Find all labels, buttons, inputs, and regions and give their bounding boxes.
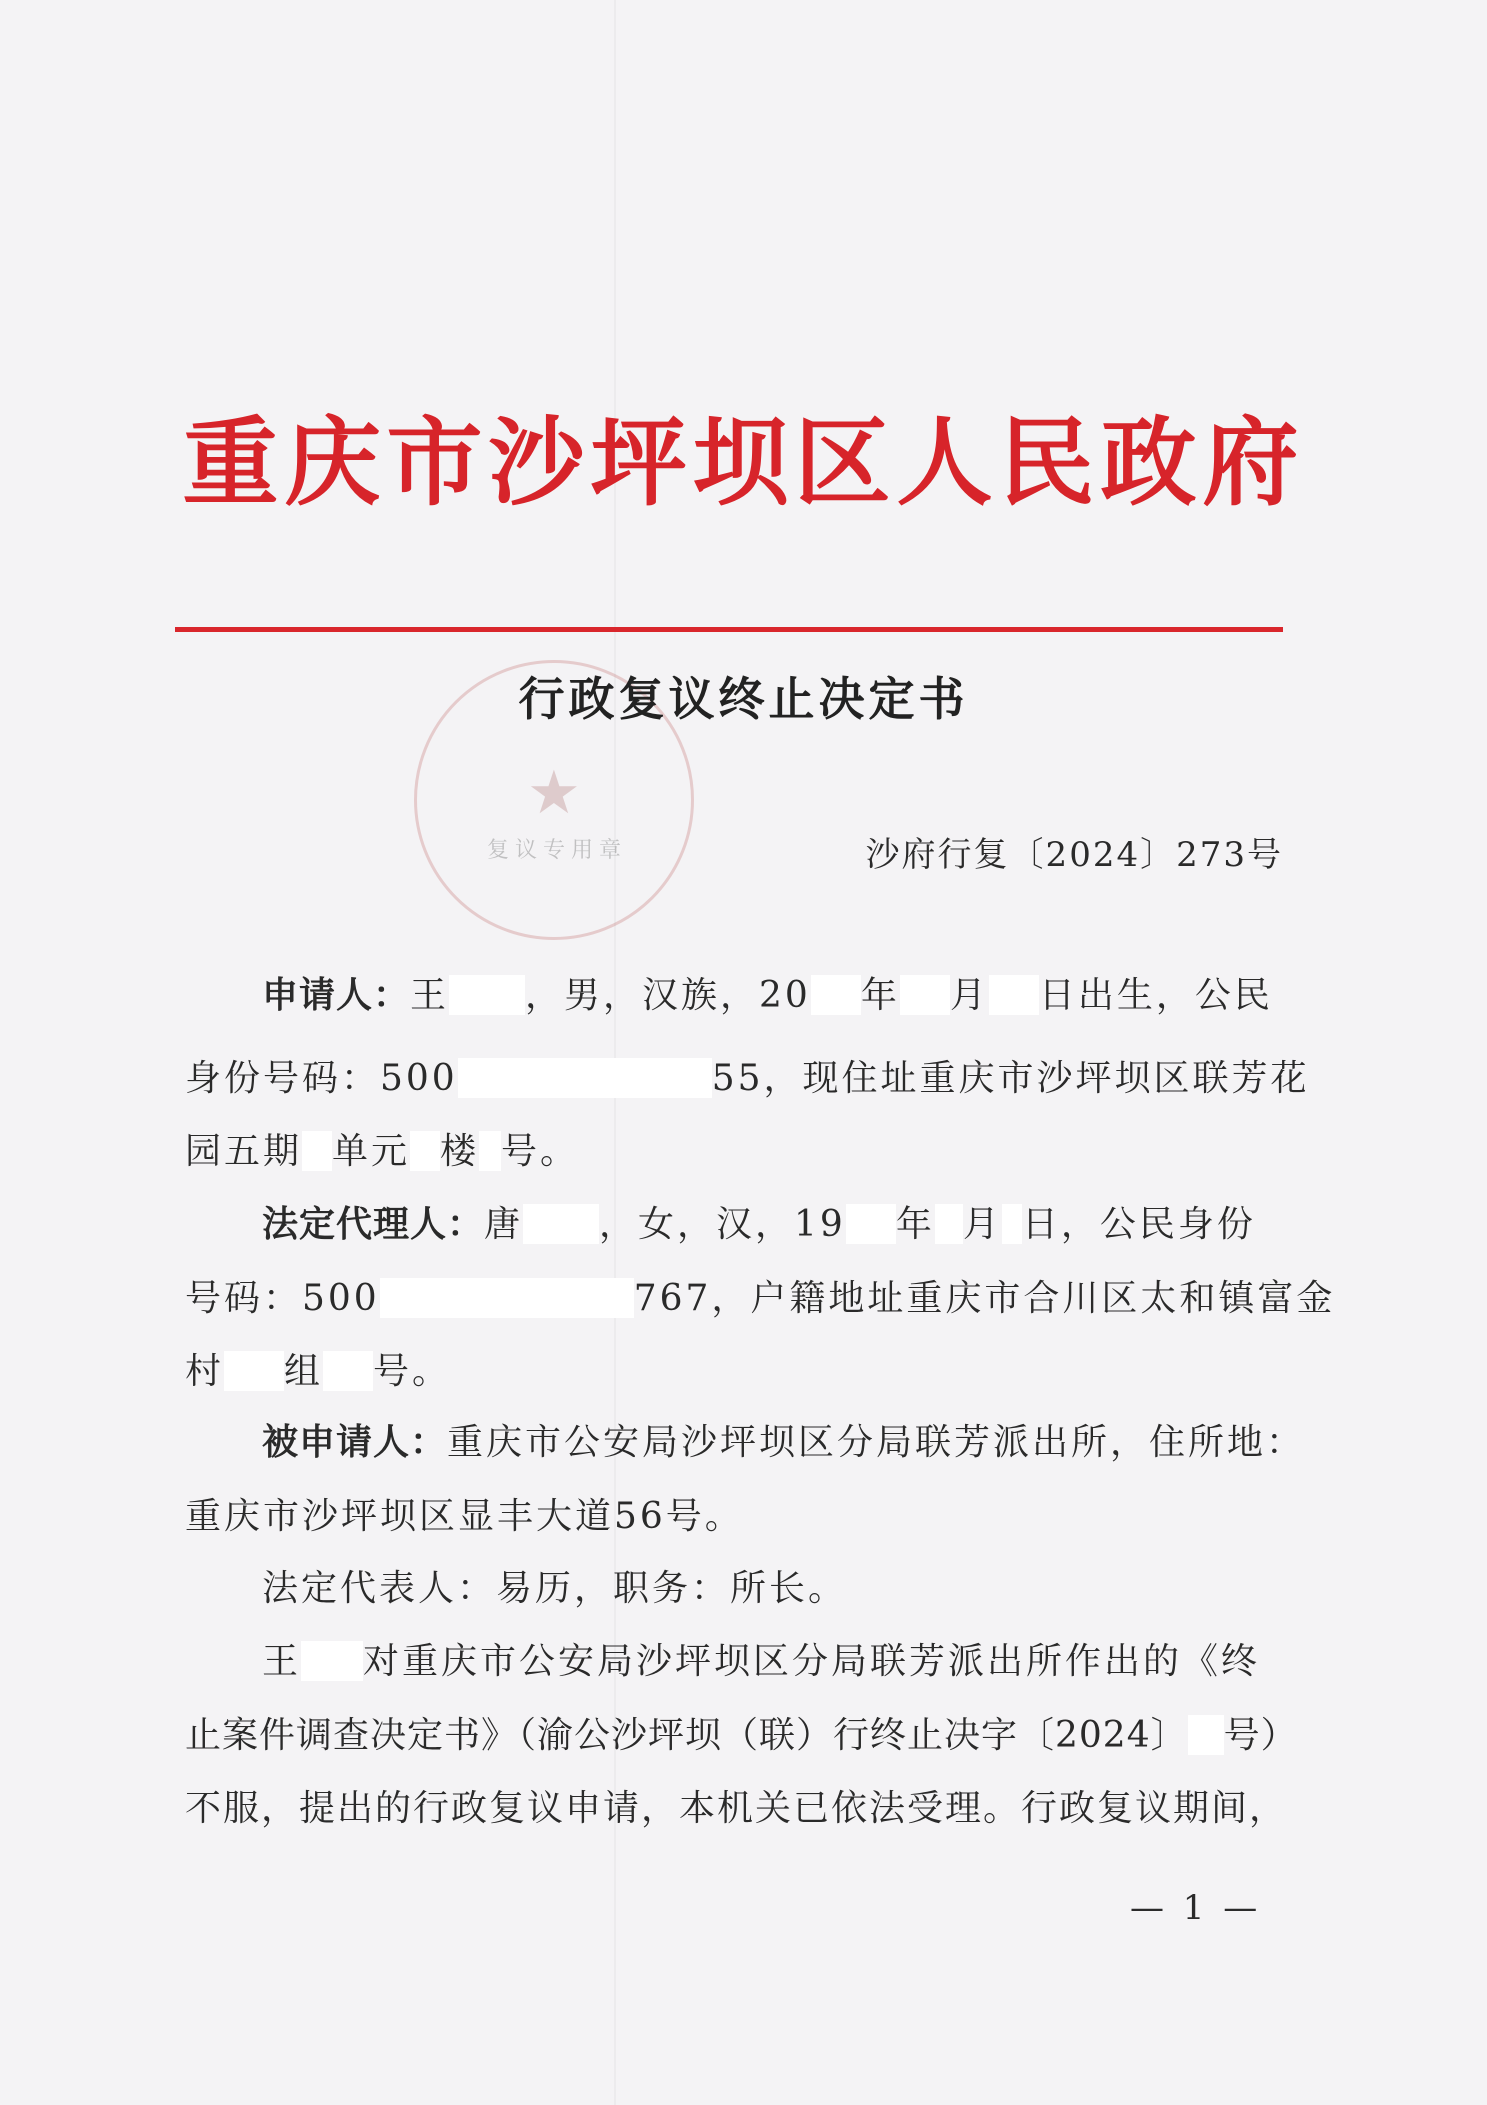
applicant-label: 申请人：	[262, 975, 411, 1016]
redaction-box	[846, 1204, 896, 1244]
redaction-box	[224, 1351, 284, 1391]
redaction-box	[935, 1204, 963, 1244]
redaction-box	[410, 1131, 440, 1171]
government-name-header: 重庆市沙坪坝区人民政府	[182, 406, 1305, 519]
guardian-line-2: 号码：500 767，户籍地址重庆市合川区太和镇富金	[185, 1278, 1336, 1319]
body-line-3: 不服，提出的行政复议申请，本机关已依法受理。行政复议期间，	[185, 1788, 1288, 1829]
respondent-label: 被申请人：	[262, 1422, 448, 1463]
redaction-box	[989, 975, 1039, 1015]
guardian-line-3: 村 组 号。	[185, 1351, 452, 1392]
document-number: 沙府行复〔2024〕273号	[865, 835, 1283, 875]
guardian-line-1: 法定代理人：唐 ，女，汉，19 年 月 日，公民身份	[262, 1204, 1256, 1245]
respondent-line-1: 被申请人：重庆市公安局沙坪坝区分局联芳派出所，住所地：	[262, 1422, 1306, 1463]
redaction-box	[449, 975, 525, 1015]
redaction-box	[900, 975, 950, 1015]
applicant-line-2: 身份号码：500 55，现住址重庆市沙坪坝区联芳花	[185, 1058, 1310, 1099]
redaction-box	[479, 1131, 501, 1171]
redaction-box	[380, 1278, 634, 1318]
redaction-box	[302, 1131, 332, 1171]
page-number: — 1 —	[1130, 1888, 1262, 1928]
legal-representative-line: 法定代表人：易历，职务：所长。	[262, 1568, 848, 1609]
redaction-box	[523, 1204, 599, 1244]
document-title: 行政复议终止决定书	[518, 672, 969, 726]
redaction-box	[811, 975, 861, 1015]
seal-text: 复议专用章	[486, 838, 627, 863]
guardian-label: 法定代理人：	[262, 1204, 485, 1245]
applicant-line-1: 申请人：王 ，男，汉族，20 年 月 日出生，公民	[262, 975, 1273, 1016]
body-line-2: 止案件调查决定书》（渝公沙坪坝（联）行终止决字〔2024〕 号）	[185, 1715, 1298, 1756]
body-line-1: 王 对重庆市公安局沙坪坝区分局联芳派出所作出的《终	[262, 1641, 1261, 1682]
applicant-line-3: 园五期 单元 楼 号。	[185, 1131, 580, 1172]
redaction-box	[1188, 1715, 1224, 1755]
red-divider-line	[175, 627, 1283, 632]
redaction-box	[1002, 1204, 1022, 1244]
seal-star-icon: ★	[527, 758, 581, 828]
respondent-line-2: 重庆市沙坪坝区显丰大道56号。	[185, 1496, 744, 1537]
redaction-box	[301, 1641, 363, 1681]
redaction-box	[323, 1351, 373, 1391]
redaction-box	[458, 1058, 712, 1098]
